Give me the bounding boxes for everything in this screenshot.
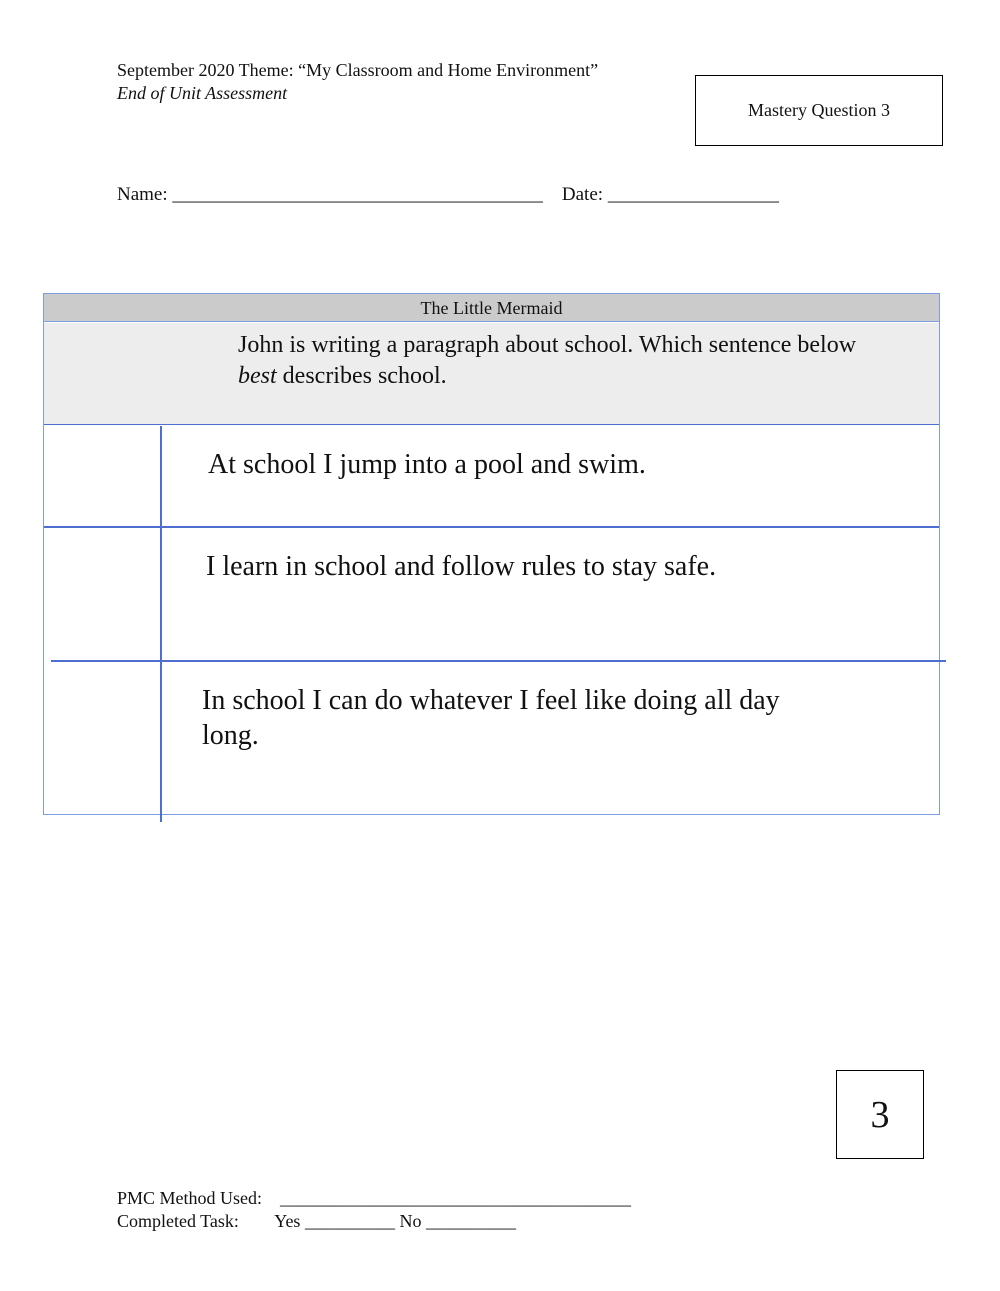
answer-column-divider (160, 426, 162, 822)
option-3-checkbox-cell[interactable] (44, 662, 160, 814)
mastery-question-label: Mastery Question 3 (748, 100, 890, 120)
date-label: Date: (561, 184, 604, 205)
prompt-text-start: John is writing a paragraph about school. Which sentence below (238, 332, 857, 358)
pmc-method-row (117, 1188, 631, 1209)
date-field[interactable]: __________________ (607, 184, 779, 205)
name-date-row (117, 184, 779, 206)
completed-task-label: Completed Task: (117, 1211, 239, 1231)
question-prompt (238, 330, 888, 392)
yes-field[interactable]: __________ (304, 1211, 395, 1231)
answer-option-1[interactable]: At school I jump into a pool and swim. (208, 449, 646, 480)
theme-line: September 2020 Theme: “My Classroom and Home Environment” (117, 60, 599, 80)
row-divider (44, 526, 939, 528)
name-label: Name: (117, 184, 168, 205)
option-2-checkbox-cell[interactable] (44, 528, 160, 660)
answer-option-2[interactable]: I learn in school and follow rules to stay safe. (206, 551, 717, 582)
completed-task-row (117, 1211, 516, 1232)
page-number: 3 (870, 1093, 890, 1136)
mastery-question-box (695, 75, 943, 146)
no-label: No (399, 1211, 422, 1231)
answer-option-3[interactable]: In school I can do whatever I feel like doing all day long. (202, 685, 780, 751)
pmc-method-label: PMC Method Used: (117, 1188, 263, 1208)
yes-label: Yes (274, 1211, 301, 1231)
pmc-method-field[interactable]: _______________________________________ (280, 1188, 632, 1208)
table-title: The Little Mermaid (44, 294, 939, 322)
prompt-text-end: describes school. (276, 363, 447, 389)
no-field[interactable]: __________ (425, 1211, 516, 1231)
assessment-title: End of Unit Assessment (117, 83, 288, 103)
row-divider (51, 660, 946, 662)
option-1-checkbox-cell[interactable] (44, 426, 160, 526)
page-number-box (836, 1070, 924, 1159)
prompt-emphasis: best (238, 363, 277, 389)
name-field[interactable]: _______________________________________ (172, 184, 543, 205)
